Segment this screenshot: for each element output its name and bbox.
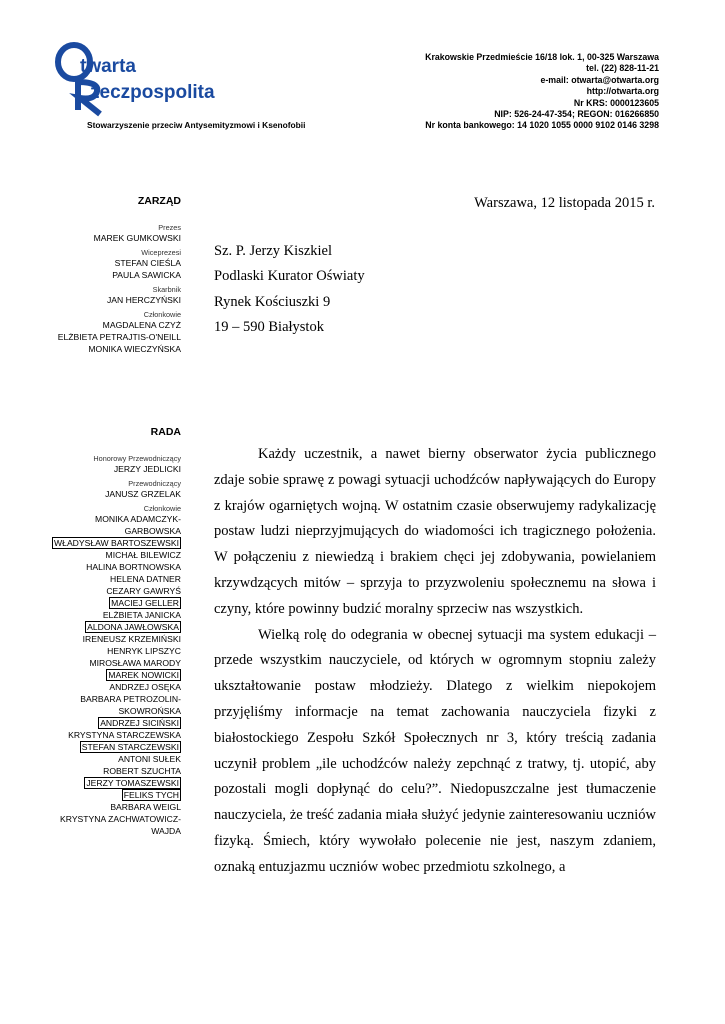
recipient-line: Rynek Kościuszki 9 [214,293,331,310]
member-name [52,585,181,597]
member-name [52,488,181,500]
paragraph: Każdy uczestnik, a nawet bierny obserwator życia publicznego zdaje sobie sprawę z powagi sytuacji uchodźców napływających do Europy z krajów ogarniętych wojną. W ostatnim czasie obserwujemy radykalizację postaw ludzi nieprzyjmujących do wiadomości ich tragicznego położenia. W połączeniu z niewiedzą i brakiem chęci jej zdobywania, powielaniem krzywdzących mitów – sprzyja to przyzwoleniu społecznemu na słowa i czyny, które powinny budzić moralny sprzeciw nas wszystkich. [214,446,656,617]
member-name-text: ANDRZEJ OSĘKA [109,682,181,692]
member-name-text: JAN HERCZYŃSKI [106,295,181,305]
member-name [52,463,181,475]
member-name-text: ALDONA JAWŁOWSKA [87,622,179,632]
member-name [52,525,181,537]
member-name-text: WŁADYSŁAW BARTOSZEWSKI [54,538,179,548]
member-name-text: STEFAN CIEŚLA [114,258,181,268]
rada-heading: RADA [150,426,181,438]
member-name-text: KRYSTYNA STARCZEWSKA [68,730,181,740]
address-line: Krakowskie Przedmieście 16/18 lok. 1, 00-325 Warszawa [425,52,659,62]
address-block [425,52,659,132]
member-name-text: MACIEJ GELLER [111,598,179,608]
member-name [52,741,181,753]
recipient-line: Sz. P. Jerzy Kiszkiel [214,243,332,259]
member-name-text: GARBOWSKA [124,526,181,536]
member-name [52,705,181,717]
member-name-text: MAREK GUMKOWSKI [93,233,181,243]
member-name [52,681,181,693]
member-name [58,331,181,343]
member-name [52,789,181,801]
role-label: Przewodniczący [128,479,181,488]
role-label: Członkowie [143,310,181,319]
logo [52,40,312,130]
member-name-text: BARBARA PETROZOLIN- [80,694,181,704]
logo-subtitle: Stowarzyszenie przeciw Antysemityzmowi i Ksenofobii [87,120,306,130]
member-name-text: ANTONI SUŁEK [118,754,181,764]
member-name [52,729,181,741]
member-name-text: JERZY TOMASZEWSKI [86,778,179,788]
member-name [58,319,181,331]
member-name-text: PAULA SAWICKA [112,270,181,280]
member-name [52,825,181,837]
member-name [52,765,181,777]
member-name-text: BARBARA WEIGL [110,802,181,812]
member-name-text: JERZY JEDLICKI [113,464,181,474]
member-name-text: MIROSŁAWA MARODY [89,658,181,668]
member-name-text: STEFAN STARCZEWSKI [81,742,179,752]
role-label: Prezes [158,223,181,232]
member-name [52,513,181,525]
member-name-text: FELIKS TYCH [123,790,179,800]
member-name-text: IRENEUSZ KRZEMIŃSKI [82,634,181,644]
member-name-text: WAJDA [151,826,181,836]
logo-emblem-icon [52,40,112,120]
member-name-text: MONIKA ADAMCZYK- [95,514,181,524]
member-name [52,609,181,621]
letter-date: Warszawa, 12 listopada 2015 r. [474,195,655,211]
member-name-text: ANDRZEJ SICIŃSKI [100,718,179,728]
council-list [52,426,181,837]
member-name-text: HENRYK LIPSZYC [107,646,181,656]
website: http://otwarta.org [586,86,659,97]
member-name-text: ROBERT SZUCHTA [103,766,181,776]
member-name [58,257,181,269]
member-name-text: KRYSTYNA ZACHWATOWICZ- [60,814,181,824]
email: e-mail: otwarta@otwarta.org [540,74,659,85]
logo-line1: twarta [80,56,136,77]
member-name-text: HELENA DATNER [110,574,181,584]
member-name [52,621,181,633]
member-name [52,693,181,705]
member-name-text: MAGDALENA CZYŻ [102,320,181,330]
member-name [58,294,181,306]
member-name [58,343,181,355]
member-name-text: MONIKA WIECZYŃSKA [88,344,181,354]
member-name [58,269,181,281]
zarzad-heading: ZARZĄD [137,195,181,207]
member-name [52,801,181,813]
role-label: Członkowie [143,504,181,513]
board-list [58,195,181,355]
krs: Nr KRS: 0000123605 [573,97,659,108]
member-name [58,232,181,244]
role-label: Skarbnik [152,285,181,294]
member-name [52,645,181,657]
member-name-text: ELŻBIETA PETRAJTIS-O'NEILL [57,332,181,342]
member-name-text: ELŻBIETA JANICKA [102,610,181,620]
paragraph: Wielką rolę do odegrania w obecnej sytuacji ma system edukacji – przede wszystkim nauczyciele, od których w ogromnym stopniu zależy ukształtowanie postaw młodzieży. Dlatego z wielkim niepokojem przyjęliśmy informacje na temat zachowania nauczyciela fizyki z białostockiego Zespołu Szkół Społecznych nr 3, który treścią zadania uczynił problem „ile uchodźców należy zepchnąć z tratwy, tj. utopić, aby pozostali mogli dopłynąć do celu?”. Niedopuszczalne jest tłumaczenie nauczyciela, że treść zadania miała służyć jedynie zainteresowaniu uczniów fizyką. Śmiech, który wywołało polecenie nie jest, naszym zdaniem, oznaką entuzjazmu uczniów wobec przedmiotu szkolnego, a [214,626,656,875]
member-name [52,813,181,825]
member-name-text: HALINA BORTNOWSKA [86,562,181,572]
member-name-text: MICHAŁ BILEWICZ [105,550,181,560]
recipient-line: 19 – 590 Białystok [214,318,324,335]
phone: tel. (22) 828-11-21 [586,63,659,74]
member-name-text: SKOWROŃSKA [118,706,181,716]
member-name [52,537,181,549]
role-label: Honorowy Przewodniczący [93,454,181,463]
member-name [52,573,181,585]
member-name [52,561,181,573]
logo-line2: zeczpospolita [90,82,215,103]
recipient-line: Podlaski Kurator Oświaty [214,268,365,285]
member-name-text: MAREK NOWICKI [108,670,179,680]
member-name [52,633,181,645]
member-name-text: CEZARY GAWRYŚ [106,586,181,596]
letter-body [214,442,656,881]
member-name [52,753,181,765]
member-name-text: JANUSZ GRZELAK [105,489,181,499]
member-name [52,549,181,561]
bank-account: Nr konta bankowego: 14 1020 1055 0000 9102 0146 3298 [425,120,659,131]
member-name [52,657,181,669]
member-name [52,597,181,609]
member-name [52,669,181,681]
role-label: Wiceprezesi [141,248,181,257]
nip-regon: NIP: 526-24-47-354; REGON: 016266850 [494,109,659,120]
member-name [52,777,181,789]
recipient [214,239,365,340]
member-name [52,717,181,729]
